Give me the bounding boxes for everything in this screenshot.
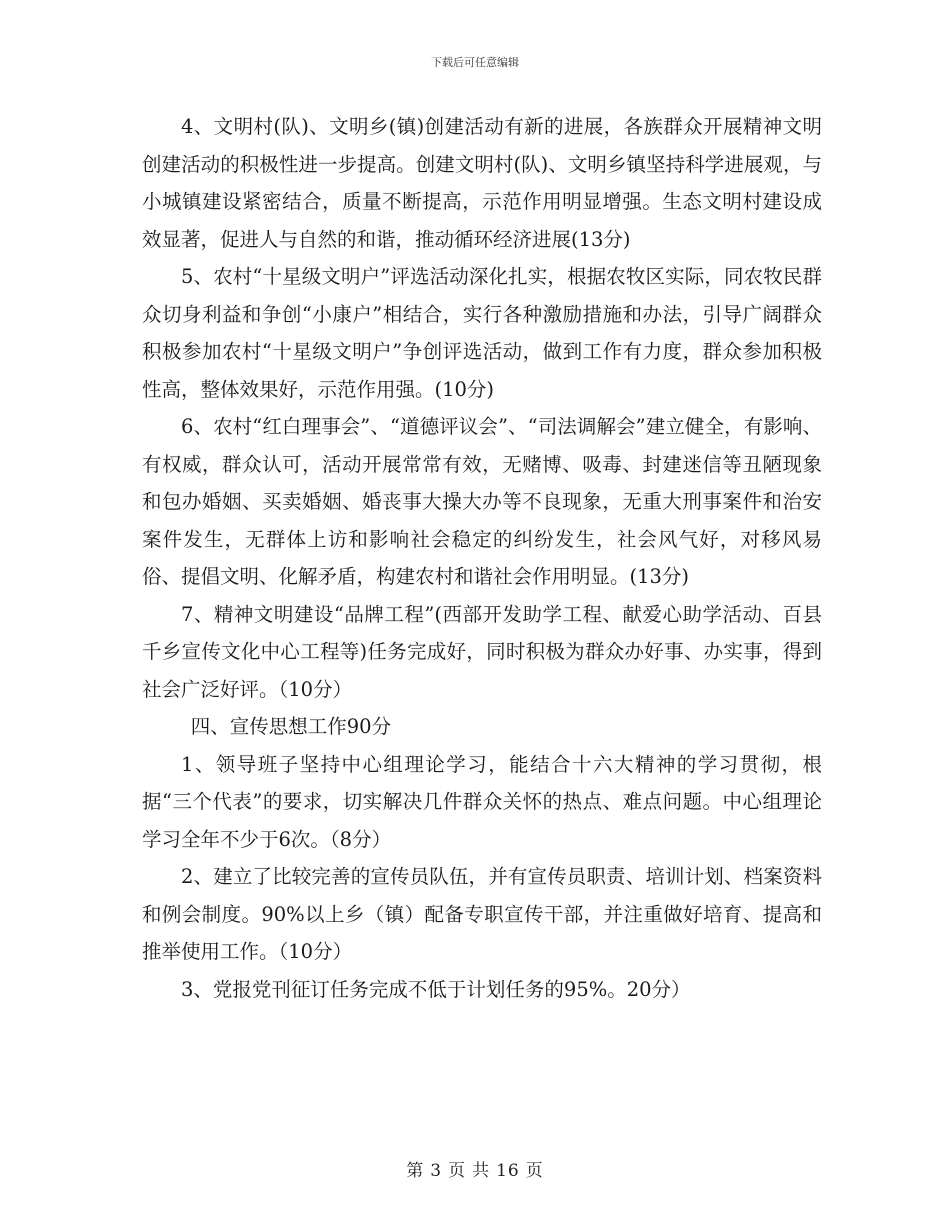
footer-prefix: 第 — [406, 1161, 425, 1181]
footer-total-prefix: 共 — [472, 1161, 491, 1181]
document-body — [142, 108, 822, 1008]
section-paragraph-1: 1、领导班子坚持中心组理论学习，能结合十六大精神的学习贯彻，根据“三个代表”的要求，切实解决几件群众关怀的热点、难点问题。中心组理论学习全年不少于6次。（8分） — [142, 752, 822, 851]
section-heading: 四、宣传思想工作90分 — [190, 715, 392, 738]
section-paragraph-2: 2、建立了比较完善的宣传员队伍，并有宣传员职责、培训计划、档案资料和例会制度。90%以上乡（镇）配备专职宣传干部，并注重做好培育、提高和推举使用工作。（10分） — [142, 865, 822, 963]
page-header: 下载后可任意编辑 — [431, 56, 519, 69]
footer-total-pages: 16 — [496, 1161, 520, 1181]
footer-page-label: 页 — [448, 1161, 467, 1181]
paragraph-6: 6、农村“红白理事会”、“道德评议会”、“司法调解会”建立健全，有影响、有权威，群众认可，活动开展常常有效，无赌博、吸毒、封建迷信等丑陋现象和包办婚姻、买卖婚姻、婚丧事大操大办等不良现象，无重大刑事案件和治安案件发生，无群体上访和影响社会稳定的纠纷发生，社会风气好，对移风易俗、提倡文明、化解矛盾，构建农村和谐社会作用明显。(13分) — [142, 415, 822, 588]
page-footer — [0, 1156, 950, 1181]
paragraph-5: 5、农村“十星级文明户”评选活动深化扎实，根据农牧区实际，同农牧民群众切身利益和争创“小康户”相结合，实行各种激励措施和办法，引导广阔群众积极参加农村“十星级文明户”争创评选活动，做到工作有力度，群众参加积极性高，整体效果好，示范作用强。(10分) — [142, 265, 822, 401]
section-paragraph-3: 3、党报党刊征订任务完成不低于计划任务的95%。20分） — [181, 977, 691, 1001]
paragraph-4: 4、文明村(队)、文明乡(镇)创建活动有新的进展，各族群众开展精神文明创建活动的积极性进一步提高。创建文明村(队)、文明乡镇坚持科学进展观，与小城镇建设紧密结合，质量不断提高，示范作用明显增强。生态文明村建设成效显著，促进人与自然的和谐，推动循环经济进展(13分) — [142, 115, 822, 251]
footer-suffix: 页 — [525, 1161, 544, 1181]
paragraph-7: 7、精神文明建设“品牌工程”(西部开发助学工程、献爱心助学活动、百县千乡宣传文化中心工程等)任务完成好，同时积极为群众办好事、办实事，得到社会广泛好评。（10分） — [142, 602, 822, 701]
footer-page-number: 3 — [430, 1161, 443, 1181]
